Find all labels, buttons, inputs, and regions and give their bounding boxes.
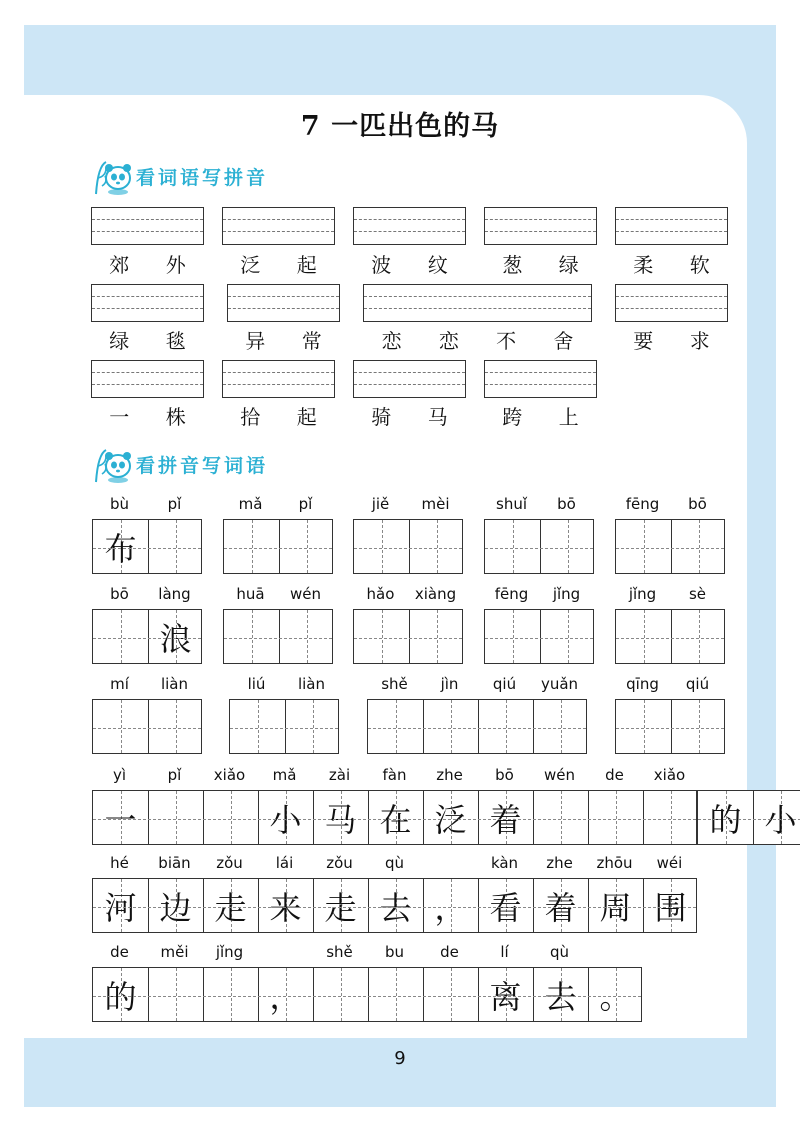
grid-cell-character: 走 <box>324 888 357 927</box>
pinyin-answer-box[interactable] <box>222 360 335 398</box>
character-grid[interactable] <box>92 790 697 845</box>
pinyin-syllable: liàn <box>297 675 326 693</box>
section-header-write-pinyin <box>92 156 268 196</box>
grid-cell-character <box>616 520 671 573</box>
pinyin-syllable: bō <box>495 766 514 784</box>
pinyin-syllable: liú <box>247 675 266 693</box>
pinyin-answer-box[interactable] <box>222 207 335 245</box>
pinyin-syllable: mèi <box>421 495 450 513</box>
pinyin-syllable: huā <box>236 585 265 603</box>
vocab-word: 绿 毯 <box>109 329 186 353</box>
pinyin-syllable: yì <box>112 766 127 784</box>
pinyin-syllable: fàn <box>382 766 407 784</box>
section-header-write-words <box>92 444 268 484</box>
vocab-word: 拾 起 <box>240 405 317 429</box>
page-number: 9 <box>394 1048 406 1069</box>
grid-cell-character <box>409 610 464 663</box>
grid-cell-character: ， <box>269 977 302 1016</box>
grid-cell-character <box>230 700 285 753</box>
vocab-word: 葱 绿 <box>502 253 579 277</box>
grid-cell-character <box>533 791 588 844</box>
pinyin-syllable: měi <box>160 943 189 961</box>
grid-cell-character: 着 <box>544 888 577 927</box>
pinyin-syllable: mǎ <box>272 766 297 784</box>
pinyin-syllable: jǐng <box>628 585 657 603</box>
grid-cell-character <box>409 520 464 573</box>
pinyin-syllable: qù <box>384 854 405 872</box>
section-title: 看拼音写词语 <box>136 454 269 477</box>
vocab-word: 异 常 <box>245 329 322 353</box>
pinyin-syllable: zhe <box>546 854 573 872</box>
pinyin-syllable: bù <box>109 495 130 513</box>
grid-cell-character: 一 <box>104 800 137 839</box>
grid-cell-character: 小 <box>269 800 302 839</box>
pinyin-answer-box[interactable] <box>615 207 728 245</box>
character-grid[interactable] <box>367 699 587 754</box>
grid-cell-character: 河 <box>104 888 137 927</box>
grid-cell-character <box>148 791 203 844</box>
vocab-word: 郊 外 <box>109 253 186 277</box>
pinyin-syllable: shě <box>326 943 353 961</box>
pinyin-syllable: bu <box>384 943 405 961</box>
grid-cell-character: 的 <box>709 800 742 839</box>
character-grid[interactable] <box>223 609 333 664</box>
pinyin-syllable: lí <box>500 943 509 961</box>
pinyin-syllable: kàn <box>490 854 519 872</box>
pinyin-answer-box[interactable] <box>91 360 204 398</box>
character-grid[interactable] <box>615 699 725 754</box>
pinyin-syllable: jǐng <box>552 585 581 603</box>
grid-cell-character: 泛 <box>434 800 467 839</box>
pinyin-syllable: wén <box>543 766 576 784</box>
grid-cell-character <box>485 610 540 663</box>
vocab-word: 柔 软 <box>633 253 710 277</box>
pinyin-syllable: qiú <box>492 675 517 693</box>
grid-cell-character <box>588 791 643 844</box>
pinyin-syllable: qīng <box>626 675 659 693</box>
pinyin-answer-box[interactable] <box>615 284 728 322</box>
vocab-word: 跨 上 <box>502 405 579 429</box>
character-grid[interactable] <box>353 519 463 574</box>
pinyin-answer-box[interactable] <box>227 284 340 322</box>
pinyin-syllable: jìn <box>440 675 459 693</box>
grid-cell-character: 来 <box>269 888 302 927</box>
pinyin-syllable: zhōu <box>596 854 633 872</box>
grid-cell-character <box>616 610 671 663</box>
character-grid[interactable] <box>615 609 725 664</box>
pinyin-syllable: xiǎo <box>213 766 246 784</box>
character-grid[interactable] <box>697 790 800 845</box>
pinyin-syllable: hé <box>110 854 129 872</box>
pinyin-syllable: biān <box>158 854 191 872</box>
grid-cell-character: 着 <box>489 800 522 839</box>
grid-cell-character: 边 <box>159 888 192 927</box>
grid-cell-character <box>368 700 423 753</box>
grid-cell-character <box>224 610 279 663</box>
grid-cell-character: 去 <box>379 888 412 927</box>
pinyin-syllable: qiú <box>685 675 710 693</box>
character-grid[interactable] <box>229 699 339 754</box>
grid-cell-character <box>279 610 334 663</box>
pinyin-syllable: bō <box>688 495 707 513</box>
grid-cell-character: 。 <box>599 977 632 1016</box>
pinyin-syllable: yuǎn <box>540 675 579 693</box>
grid-cell-character: 浪 <box>159 619 192 658</box>
grid-cell-character <box>540 610 595 663</box>
pinyin-syllable: pǐ <box>167 766 182 784</box>
grid-cell-character <box>203 968 258 1021</box>
vocab-word: 骑 马 <box>371 405 448 429</box>
panda-icon <box>92 444 134 484</box>
vocab-word: 恋 恋 不 舍 <box>381 329 574 353</box>
panda-icon <box>92 156 134 196</box>
section-title: 看词语写拼音 <box>136 166 269 189</box>
character-grid[interactable] <box>92 519 202 574</box>
grid-cell-character <box>533 700 588 753</box>
grid-cell-character <box>148 968 203 1021</box>
vocab-word: 波 纹 <box>371 253 448 277</box>
grid-cell-character <box>354 520 409 573</box>
pinyin-answer-box[interactable] <box>484 360 597 398</box>
grid-cell-character <box>148 520 203 573</box>
grid-cell-character <box>354 610 409 663</box>
pinyin-syllable: zǒu <box>326 854 353 872</box>
character-grid[interactable] <box>615 519 725 574</box>
pinyin-syllable: zài <box>328 766 351 784</box>
vocab-word: 一 株 <box>109 405 186 429</box>
grid-cell-character: 在 <box>379 800 412 839</box>
grid-cell-character: 去 <box>544 977 577 1016</box>
pinyin-syllable: shuǐ <box>496 495 527 513</box>
pinyin-syllable: zǒu <box>216 854 243 872</box>
pinyin-syllable: de <box>110 943 129 961</box>
pinyin-syllable: mí <box>110 675 129 693</box>
pinyin-syllable: fēng <box>625 495 660 513</box>
character-grid[interactable] <box>92 967 642 1022</box>
grid-cell-character: 周 <box>599 888 632 927</box>
grid-cell-character <box>285 700 340 753</box>
grid-cell-character <box>423 968 478 1021</box>
pinyin-syllable: zhe <box>436 766 463 784</box>
pinyin-syllable: qù <box>549 943 570 961</box>
grid-cell-character <box>540 520 595 573</box>
pinyin-syllable: wéi <box>656 854 683 872</box>
pinyin-syllable: wén <box>289 585 322 603</box>
character-grid[interactable] <box>92 699 202 754</box>
grid-cell-character <box>148 700 203 753</box>
pinyin-syllable: mǎ <box>238 495 263 513</box>
grid-cell-character: 的 <box>104 977 137 1016</box>
pinyin-syllable: de <box>440 943 459 961</box>
pinyin-answer-box[interactable] <box>91 284 204 322</box>
pinyin-syllable: sè <box>688 585 707 603</box>
grid-cell-character <box>478 700 533 753</box>
pinyin-syllable: xiǎo <box>653 766 686 784</box>
pinyin-syllable: xiàng <box>414 585 457 603</box>
pinyin-answer-box[interactable] <box>91 207 204 245</box>
pinyin-syllable: pǐ <box>298 495 313 513</box>
vocab-word: 泛 起 <box>240 253 317 277</box>
pinyin-syllable: bō <box>110 585 129 603</box>
pinyin-syllable: shě <box>381 675 408 693</box>
grid-cell-character <box>671 610 726 663</box>
grid-cell-character: 马 <box>324 800 357 839</box>
character-grid[interactable] <box>92 878 697 933</box>
grid-cell-character <box>671 700 726 753</box>
grid-cell-character <box>279 520 334 573</box>
grid-cell-character <box>313 968 368 1021</box>
grid-cell-character: 走 <box>214 888 247 927</box>
character-grid[interactable] <box>484 609 594 664</box>
grid-cell-character: 看 <box>489 888 522 927</box>
grid-cell-character: 离 <box>489 977 522 1016</box>
pinyin-syllable: hǎo <box>366 585 395 603</box>
grid-cell-character <box>93 610 148 663</box>
grid-cell-character: 布 <box>104 529 137 568</box>
pinyin-syllable: bō <box>557 495 576 513</box>
character-grid[interactable] <box>223 519 333 574</box>
pinyin-syllable: de <box>605 766 624 784</box>
grid-cell-character <box>671 520 726 573</box>
pinyin-syllable: liàn <box>160 675 189 693</box>
grid-cell-character <box>203 791 258 844</box>
pinyin-answer-box[interactable] <box>484 207 597 245</box>
pinyin-answer-box[interactable] <box>353 360 466 398</box>
grid-cell-character <box>616 700 671 753</box>
character-grid[interactable] <box>92 609 202 664</box>
grid-cell-character <box>485 520 540 573</box>
vocab-word: 要 求 <box>633 329 710 353</box>
pinyin-syllable: jiě <box>371 495 390 513</box>
grid-cell-character: 围 <box>654 888 687 927</box>
character-grid[interactable] <box>353 609 463 664</box>
grid-cell-character: ， <box>434 888 467 927</box>
pinyin-syllable: pǐ <box>167 495 182 513</box>
pinyin-answer-box[interactable] <box>353 207 466 245</box>
pinyin-syllable: làng <box>158 585 191 603</box>
grid-cell-character <box>643 791 698 844</box>
grid-cell-character: 小 <box>764 800 797 839</box>
grid-cell-character <box>224 520 279 573</box>
lesson-title: 7 一匹出色的马 <box>300 111 500 142</box>
grid-cell-character <box>93 700 148 753</box>
pinyin-answer-box[interactable] <box>363 284 592 322</box>
pinyin-syllable: lái <box>275 854 294 872</box>
grid-cell-character <box>423 700 478 753</box>
pinyin-syllable: jǐng <box>215 943 244 961</box>
pinyin-syllable: fēng <box>494 585 529 603</box>
grid-cell-character <box>368 968 423 1021</box>
character-grid[interactable] <box>484 519 594 574</box>
